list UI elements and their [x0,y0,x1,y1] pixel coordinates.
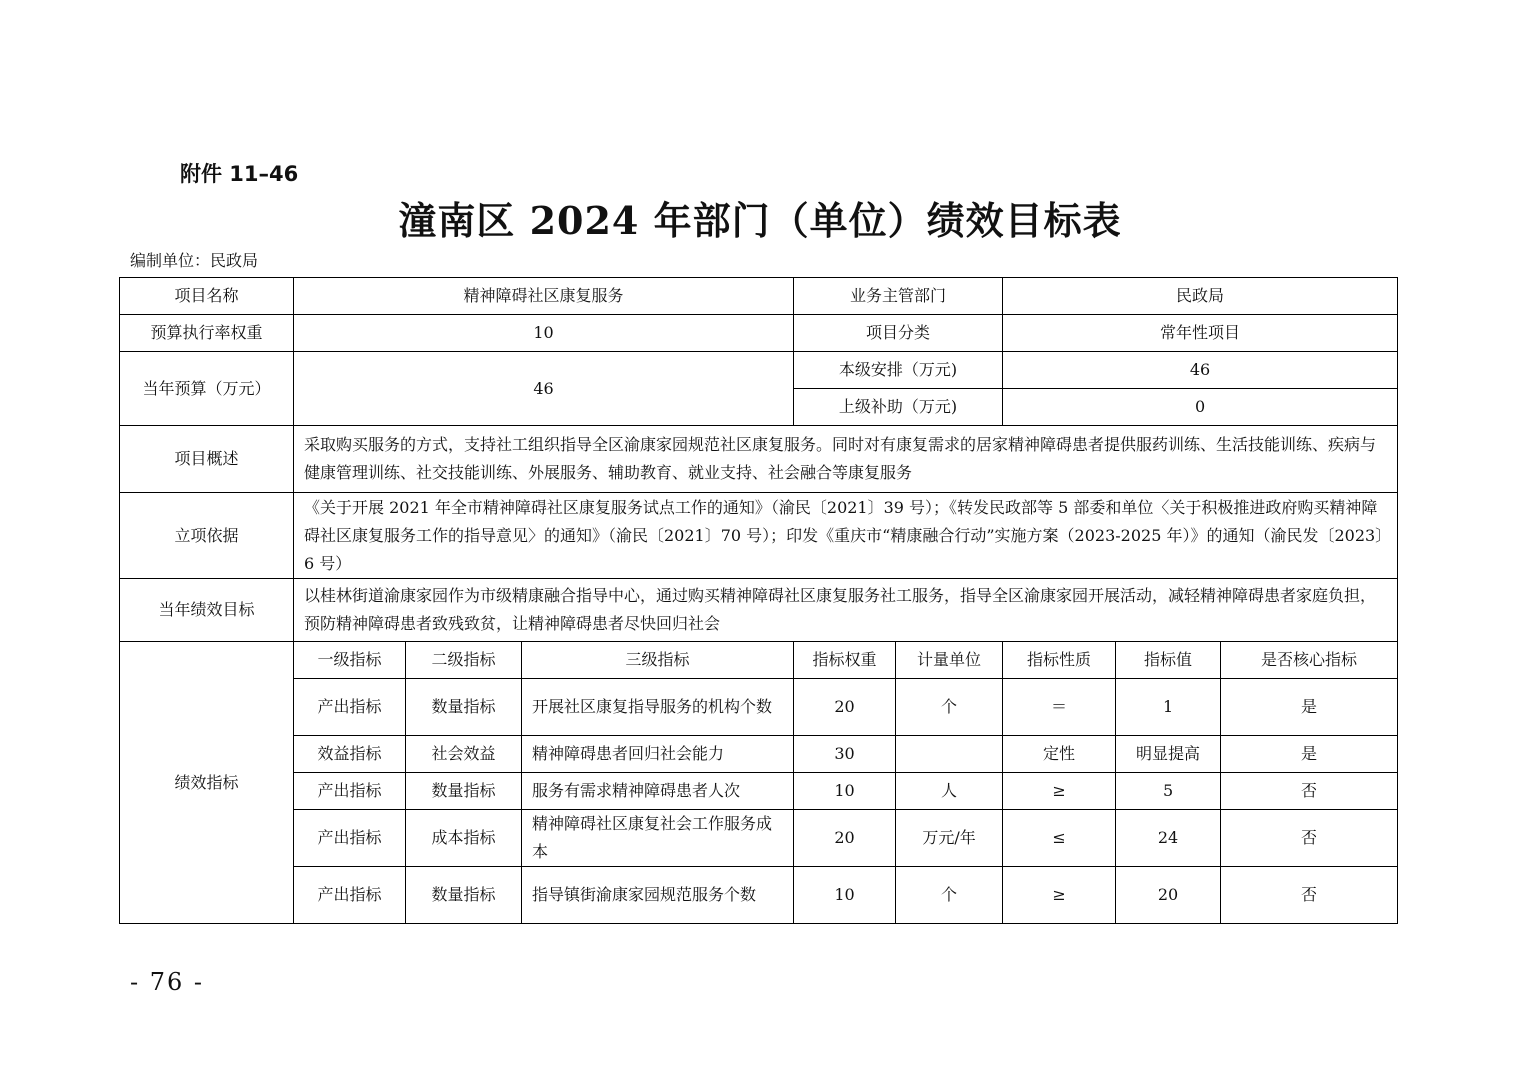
dept-value: 民政局 [1003,278,1398,315]
subsidy-label: 上级补助（万元) [794,389,1003,426]
cell-weight: 20 [794,679,896,736]
category-value: 常年性项目 [1003,315,1398,352]
cell-value: 24 [1116,810,1221,867]
cell-level3: 指导镇街渝康家园规范服务个数 [522,867,794,924]
cell-level2: 成本指标 [406,810,522,867]
table-row [120,867,1398,924]
header-level3: 三级指标 [522,642,794,679]
weight-value: 10 [294,315,794,352]
cell-level3: 服务有需求精神障碍患者人次 [522,773,794,810]
header-weight: 指标权重 [794,642,896,679]
table-row [120,679,1398,736]
cell-value: 5 [1116,773,1221,810]
table-row [120,773,1398,810]
cell-core: 否 [1221,773,1398,810]
goal-label: 当年绩效目标 [120,579,294,642]
cell-weight: 20 [794,810,896,867]
cell-level2: 数量指标 [406,679,522,736]
cell-unit: 人 [896,773,1003,810]
cell-nature: 定性 [1003,736,1116,773]
row-basis [120,493,1398,579]
performance-table [119,277,1398,924]
cell-core: 否 [1221,810,1398,867]
header-nature: 指标性质 [1003,642,1116,679]
cell-level3: 精神障碍患者回归社会能力 [522,736,794,773]
local-value: 46 [1003,352,1398,389]
overview-label: 项目概述 [120,426,294,493]
cell-level1: 产出指标 [294,773,406,810]
cell-core: 否 [1221,867,1398,924]
cell-core: 是 [1221,679,1398,736]
cell-level2: 社会效益 [406,736,522,773]
cell-level1: 产出指标 [294,810,406,867]
local-label: 本级安排（万元) [794,352,1003,389]
basis-text: 《关于开展 2021 年全市精神障碍社区康复服务试点工作的通知》（渝民〔2021〕39 号）；《转发民政部等 5 部委和单位〈关于积极推进政府购买精神障碍社区康复服务工作的指导意见〉的通知》（渝民〔2021〕70 号）；印发《重庆市“精康融合行动”实施方案（2023-2025 年）》的通知（渝民发〔2023〕6 号） [294,493,1398,579]
cell-weight: 10 [794,867,896,924]
cell-level1: 效益指标 [294,736,406,773]
cell-level2: 数量指标 [406,773,522,810]
row-project-name [120,278,1398,315]
compiling-unit: 编制单位：民政局 [130,251,259,270]
header-level2: 二级指标 [406,642,522,679]
header-value: 指标值 [1116,642,1221,679]
header-level1: 一级指标 [294,642,406,679]
subsidy-value: 0 [1003,389,1398,426]
dept-label: 业务主管部门 [794,278,1003,315]
cell-level1: 产出指标 [294,679,406,736]
cell-value: 明显提高 [1116,736,1221,773]
table-row [120,736,1398,773]
cell-nature: ＝ [1003,679,1116,736]
attachment-label: 附件 11–46 [180,162,299,186]
cell-level1: 产出指标 [294,867,406,924]
table-row [120,810,1398,867]
cell-level3: 开展社区康复指导服务的机构个数 [522,679,794,736]
row-weight [120,315,1398,352]
weight-label: 预算执行率权重 [120,315,294,352]
budget-value: 46 [294,352,794,426]
cell-level3: 精神障碍社区康复社会工作服务成本 [522,810,794,867]
cell-nature: ≥ [1003,773,1116,810]
goal-text: 以桂林街道渝康家园作为市级精康融合指导中心，通过购买精神障碍社区康复服务社工服务，指导全区渝康家园开展活动，减轻精神障碍患者家庭负担，预防精神障碍患者致残致贫，让精神障碍患者尽快回归社会 [294,579,1398,642]
cell-unit [896,736,1003,773]
cell-weight: 30 [794,736,896,773]
project-name-label: 项目名称 [120,278,294,315]
cell-nature: ≥ [1003,867,1116,924]
cell-level2: 数量指标 [406,867,522,924]
row-overview [120,426,1398,493]
cell-core: 是 [1221,736,1398,773]
page-number: - 76 - [130,968,205,996]
cell-unit: 个 [896,679,1003,736]
overview-text: 采取购买服务的方式，支持社工组织指导全区渝康家园规范社区康复服务。同时对有康复需求的居家精神障碍患者提供服药训练、生活技能训练、疾病与健康管理训练、社交技能训练、外展服务、辅助教育、就业支持、社会融合等康复服务 [294,426,1398,493]
cell-nature: ≤ [1003,810,1116,867]
indicator-header-row [120,642,1398,679]
basis-label: 立项依据 [120,493,294,579]
cell-value: 1 [1116,679,1221,736]
project-name-value: 精神障碍社区康复服务 [294,278,794,315]
cell-weight: 10 [794,773,896,810]
header-unit: 计量单位 [896,642,1003,679]
budget-label: 当年预算（万元） [120,352,294,426]
cell-unit: 万元/年 [896,810,1003,867]
row-goal [120,579,1398,642]
category-label: 项目分类 [794,315,1003,352]
cell-value: 20 [1116,867,1221,924]
header-core: 是否核心指标 [1221,642,1398,679]
row-budget [120,352,1398,389]
page-title: 潼南区 2024 年部门（单位）绩效目标表 [398,198,1122,243]
indicators-section-label: 绩效指标 [120,642,294,924]
cell-unit: 个 [896,867,1003,924]
